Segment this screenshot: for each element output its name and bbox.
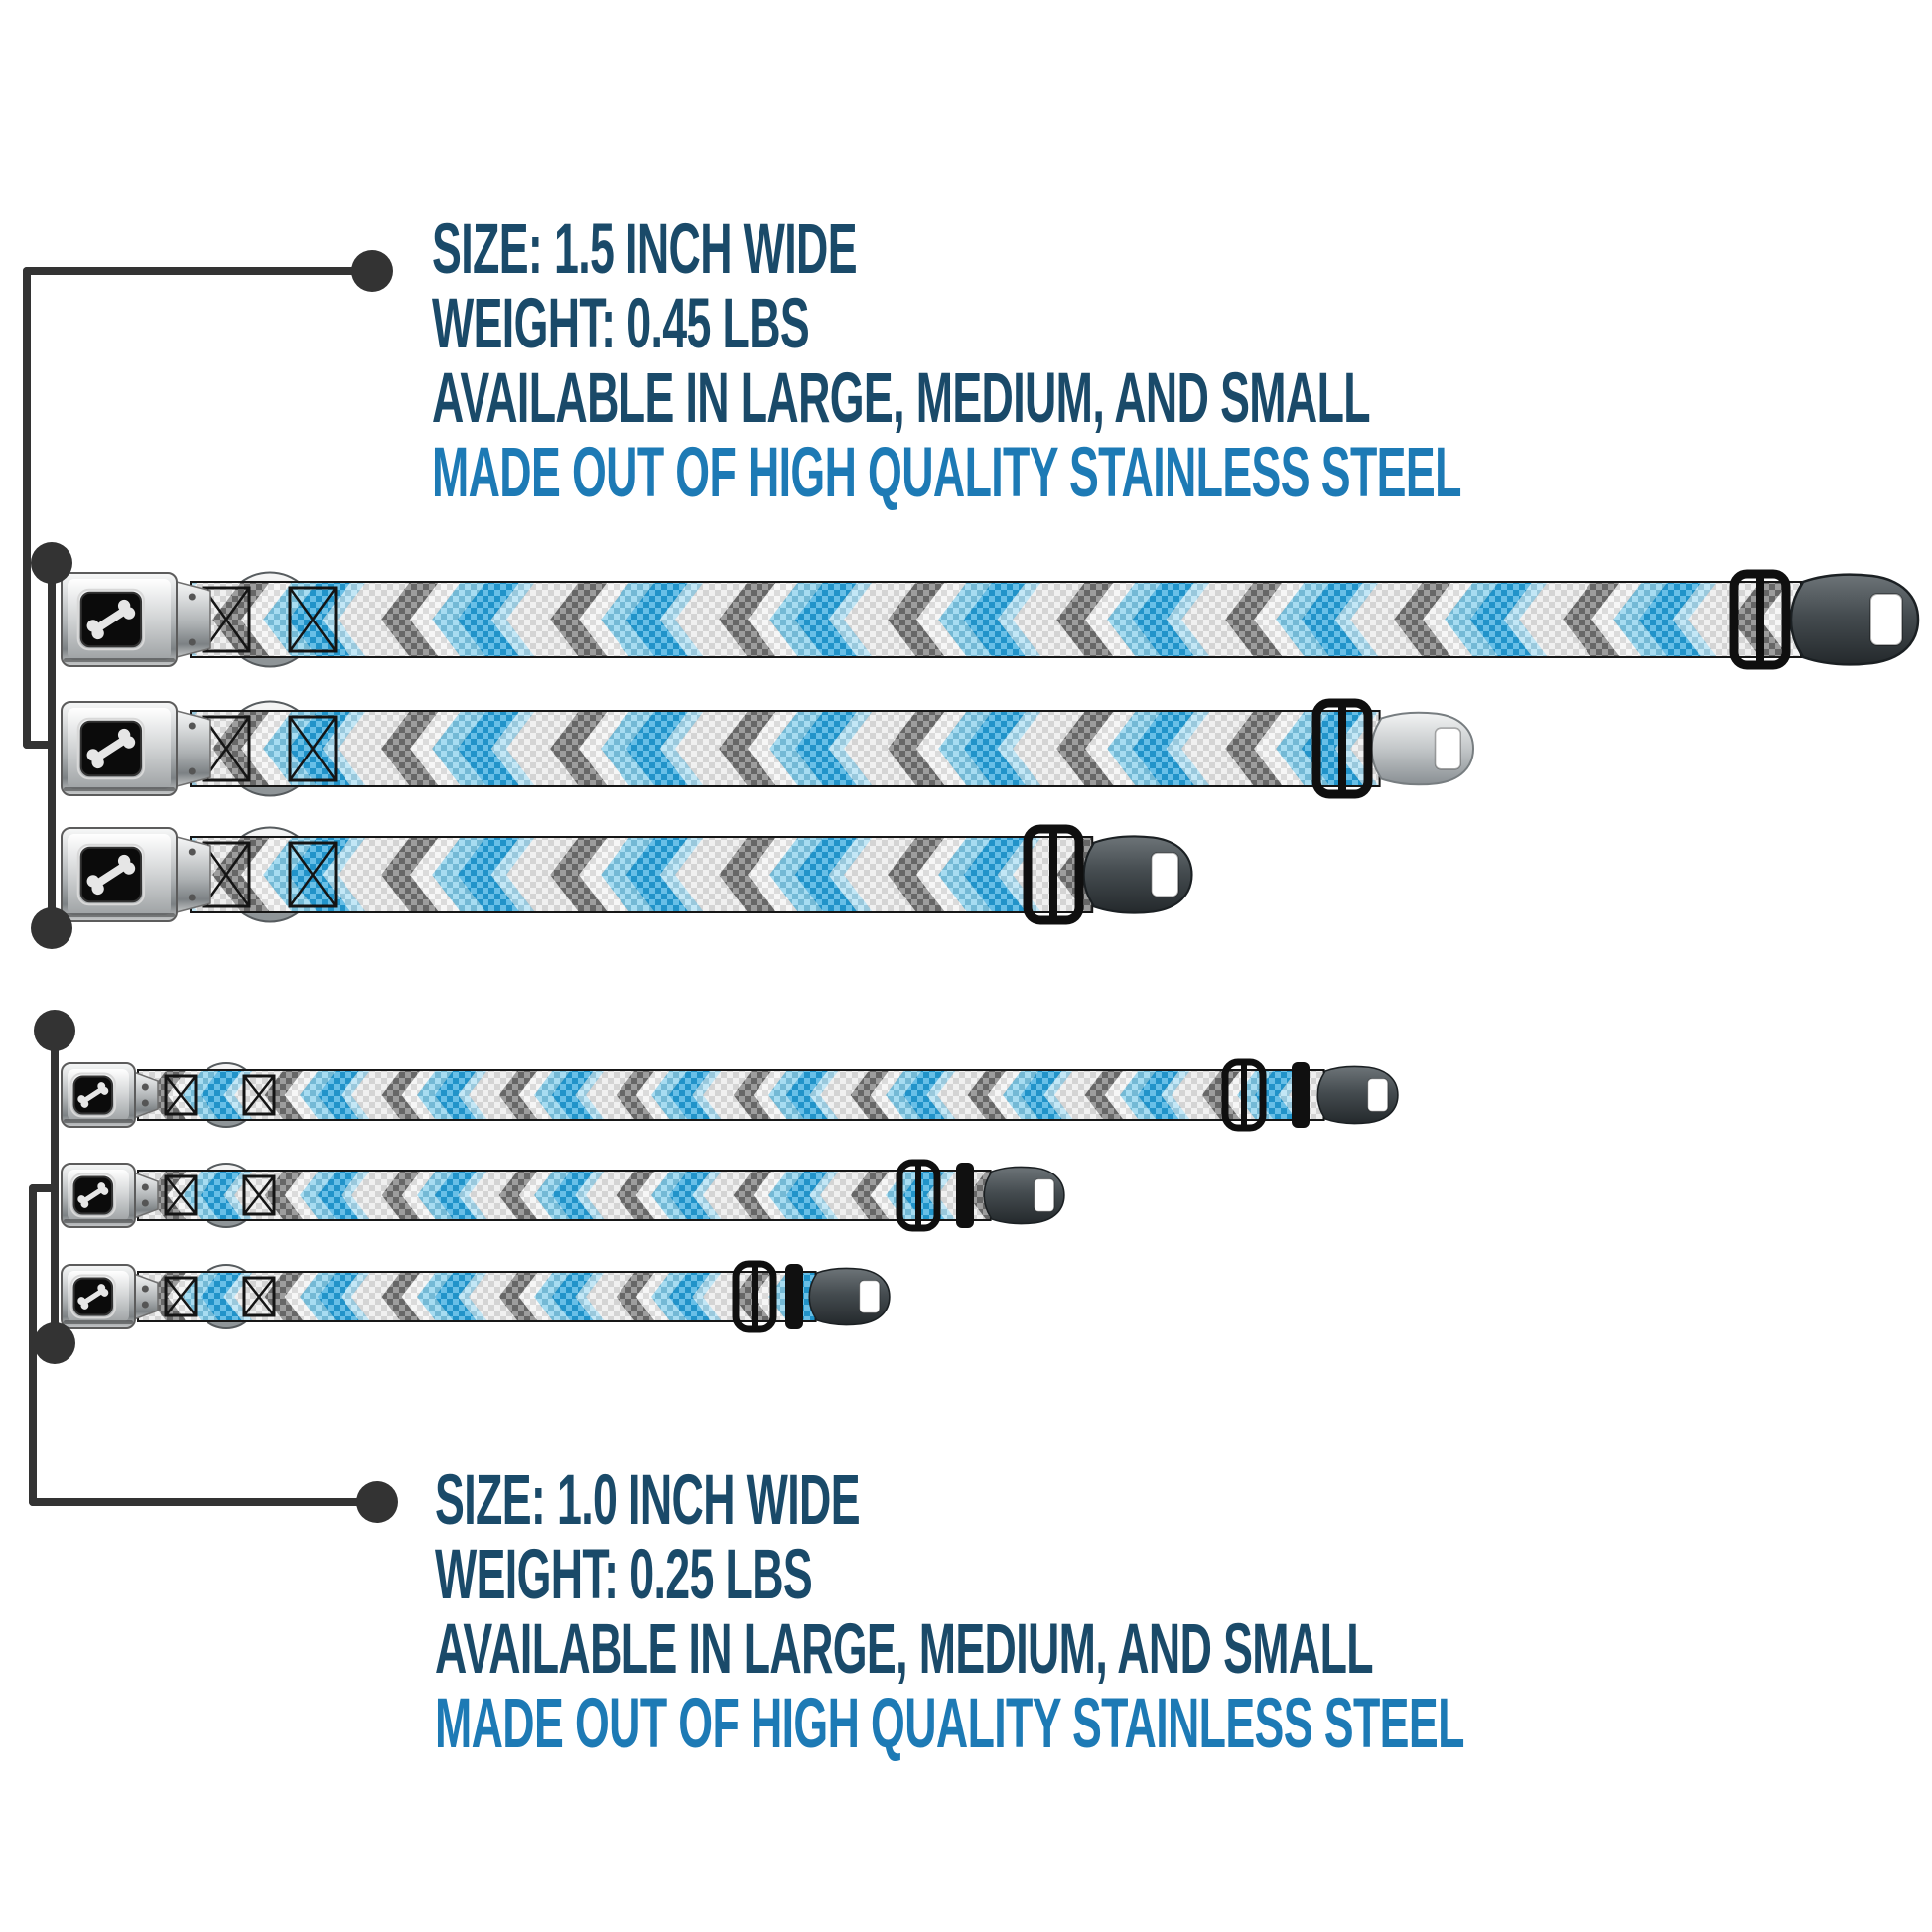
seatbelt-buckle (62, 702, 210, 795)
latch-tongue (1317, 1066, 1398, 1123)
tongue-slot (1035, 1179, 1054, 1212)
latch-tongue (1372, 713, 1473, 785)
collar-narrow-medium (62, 1163, 1064, 1228)
latch-tongue (809, 1268, 890, 1324)
collar-wide-small (62, 828, 1192, 921)
collar-narrow-large (62, 1062, 1398, 1128)
webbing (191, 837, 1092, 912)
tongue-slot (1436, 728, 1461, 769)
leader-dot-bottom-text (356, 1481, 398, 1523)
spec-block-wide-collar (432, 212, 1932, 510)
seatbelt-buckle (62, 573, 210, 666)
latch-tongue (1084, 836, 1192, 912)
buckle-latch (173, 836, 210, 913)
spec-availability-narrow: AVAILABLE IN LARGE, MEDIUM, AND SMALL (435, 1610, 1373, 1689)
buckle-latch (173, 710, 210, 787)
leader-dot-narrow-top (34, 1010, 75, 1051)
leader-dot-wide-top (31, 542, 72, 584)
keeper-bar (1292, 1062, 1310, 1128)
spec-size-narrow: SIZE: 1.0 INCH WIDE (435, 1461, 860, 1540)
webbing (191, 582, 1801, 657)
collar-wide-large (62, 573, 1918, 666)
tongue-slot (860, 1281, 880, 1313)
latch-tongue (984, 1167, 1064, 1223)
spec-block-narrow-collar (435, 1463, 1932, 1761)
spec-weight-narrow: WEIGHT: 0.25 LBS (435, 1536, 813, 1614)
tongue-slot (1152, 853, 1178, 897)
latch-tongue (1791, 575, 1918, 665)
webbing (191, 711, 1380, 786)
keeper-bar (785, 1264, 803, 1329)
webbing (138, 1070, 1324, 1120)
spec-material-wide: MADE OUT OF HIGH QUALITY STAINLESS STEEL (432, 434, 1461, 512)
collar-wide-medium (62, 702, 1473, 795)
tongue-slot (1368, 1079, 1388, 1112)
spec-availability-wide: AVAILABLE IN LARGE, MEDIUM, AND SMALL (432, 359, 1370, 438)
spec-material-narrow: MADE OUT OF HIGH QUALITY STAINLESS STEEL (435, 1685, 1464, 1763)
spec-weight-wide: WEIGHT: 0.45 LBS (432, 285, 810, 363)
keeper-bar (956, 1163, 974, 1228)
buckle-latch (173, 581, 210, 658)
spec-size-wide: SIZE: 1.5 INCH WIDE (432, 210, 857, 289)
collar-narrow-small (62, 1264, 890, 1329)
leader-dot-narrow-bottom (34, 1322, 75, 1364)
leader-dot-top-text (351, 250, 393, 292)
webbing (138, 1272, 816, 1321)
seatbelt-buckle (62, 828, 210, 921)
tongue-slot (1870, 594, 1902, 645)
leader-dot-wide-bottom (31, 907, 72, 949)
